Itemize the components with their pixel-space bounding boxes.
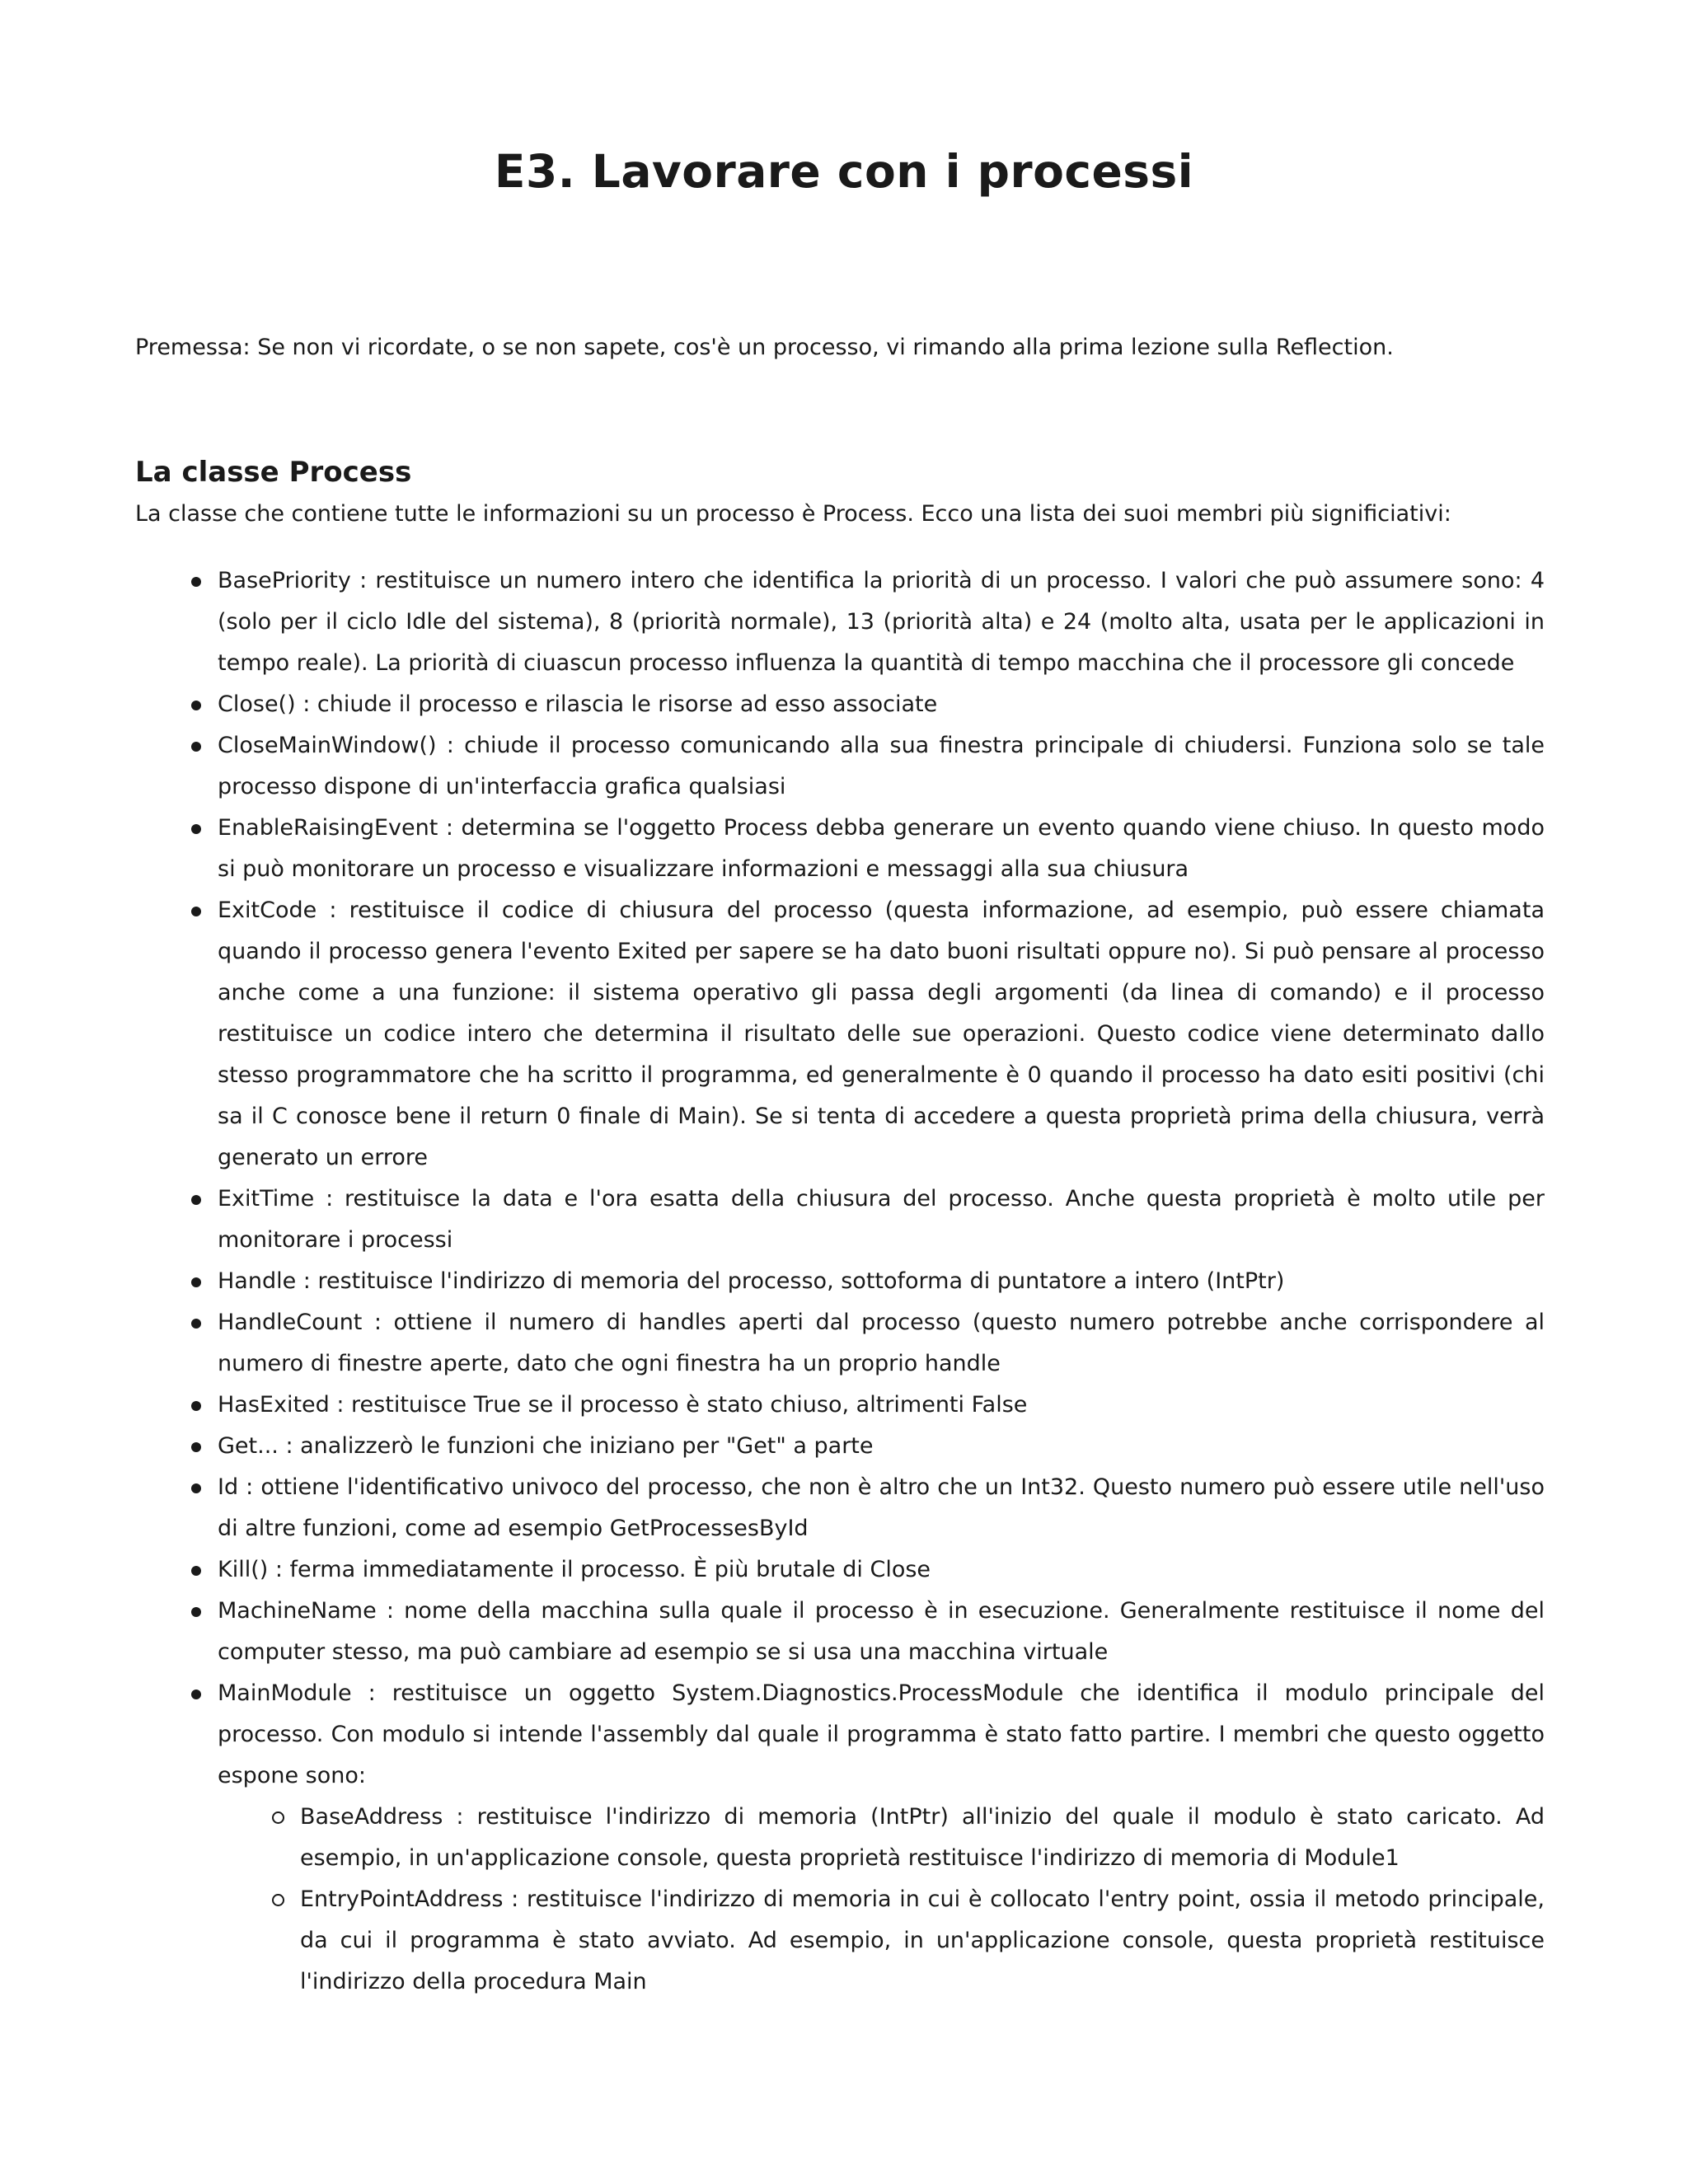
member-text: Kill() : ferma immediatamente il processo. È più brutale di Close: [218, 1557, 931, 1582]
mainmodule-sublist: [218, 1797, 1545, 2003]
member-item-basepriority: [135, 560, 1545, 684]
sub-member-item-entrypointaddress: [218, 1879, 1545, 2003]
member-text: MainModule : restituisce un oggetto System.Diagnostics.ProcessModule che identifica il modulo principale del processo. Con modulo si intende l'assembly dal quale il programma è stato fatto partire. I membri che questo oggetto espone sono:: [218, 1680, 1545, 1788]
member-item-handle: [135, 1261, 1545, 1302]
section-intro: La classe che contiene tutte le informazioni su un processo è Process. Ecco una lista dei suoi membri più significiativi:: [135, 501, 1451, 527]
section-heading: La classe Process: [135, 456, 412, 489]
sub-member-item-baseaddress: [218, 1797, 1545, 1879]
member-text: ExitTime : restituisce la data e l'ora esatta della chiusura del processo. Anche questa proprietà è molto utile per monitorare i processi: [218, 1186, 1545, 1253]
member-item-exittime: [135, 1179, 1545, 1261]
member-item-enableraisingevent: [135, 808, 1545, 890]
sub-member-text: BaseAddress : restituisce l'indirizzo di memoria (IntPtr) all'inizio del quale il modulo è stato caricato. Ad esempio, in un'applicazione console, questa proprietà restituisce l'indirizzo di memoria di Module1: [300, 1804, 1545, 1871]
member-text: Close() : chiude il processo e rilascia le risorse ad esso associate: [218, 691, 938, 717]
member-text: Id : ottiene l'identificativo univoco del processo, che non è altro che un Int32. Questo numero può essere utile nell'uso di altre funzioni, come ad esempio GetProcessesById: [218, 1474, 1545, 1541]
member-item-kill: [135, 1549, 1545, 1591]
member-item-hasexited: [135, 1385, 1545, 1426]
members-list: [135, 560, 1545, 2003]
sub-member-text: EntryPointAddress : restituisce l'indirizzo di memoria in cui è collocato l'entry point, ossia il metodo principale, da cui il programma è stato avviato. Ad esempio, in un'applicazione console, questa proprietà restituisce l'indirizzo della procedura Main: [300, 1886, 1545, 1994]
member-item-get: [135, 1426, 1545, 1467]
member-text: HandleCount : ottiene il numero di handles aperti dal processo (questo numero potrebbe anche corrispondere al numero di finestre aperte, dato che ogni finestra ha un proprio handle: [218, 1310, 1545, 1376]
member-text: HasExited : restituisce True se il processo è stato chiuso, altrimenti False: [218, 1392, 1028, 1418]
member-text: CloseMainWindow() : chiude il processo comunicando alla sua finestra principale di chiudersi. Funziona solo se tale processo dispone di un'interfaccia grafica qualsiasi: [218, 733, 1545, 799]
premessa-paragraph: Premessa: Se non vi ricordate, o se non sapete, cos'è un processo, vi rimando alla prima lezione sulla Reflection.: [135, 335, 1394, 360]
member-item-handlecount: [135, 1302, 1545, 1385]
member-text: ExitCode : restituisce il codice di chiusura del processo (questa informazione, ad esempio, può essere chiamata quando il processo genera l'evento Exited per sapere se ha dato buoni risultati oppure no). Si può pensare al processo anche come a una funzione: il sistema operativo gli passa degli argomenti (da linea di comando) e il processo restituisce un codice intero che determina il risultato delle sue operazioni. Questo codice viene determinato dallo stesso programmatore che ha scritto il programma, ed generalmente è 0 quando il processo ha dato esiti positivi (chi sa il C conosce bene il return 0 finale di Main). Se si tenta di accedere a questa proprietà prima della chiusura, verrà generato un errore: [218, 898, 1545, 1170]
member-text: BasePriority : restituisce un numero intero che identifica la priorità di un processo. I valori che può assumere sono: 4 (solo per il ciclo Idle del sistema), 8 (priorità normale), 13 (priorità alta) e 24 (molto alta, usata per le applicazioni in tempo reale). La priorità di ciuascun processo influenza la quantità di tempo macchina che il processore gli concede: [218, 568, 1545, 676]
member-item-closemainwindow: [135, 725, 1545, 808]
member-item-exitcode: [135, 890, 1545, 1179]
member-text: MachineName : nome della macchina sulla quale il processo è in esecuzione. Generalmente restituisce il nome del computer stesso, ma può cambiare ad esempio se si usa una macchina virtuale: [218, 1598, 1545, 1665]
member-text: Handle : restituisce l'indirizzo di memoria del processo, sottoforma di puntatore a intero (IntPtr): [218, 1268, 1285, 1294]
member-item-close: [135, 684, 1545, 725]
member-text: EnableRaisingEvent : determina se l'oggetto Process debba generare un evento quando viene chiuso. In questo modo si può monitorare un processo e visualizzare informazioni e messaggi alla sua chiusura: [218, 815, 1545, 882]
member-item-mainmodule: [135, 1673, 1545, 2003]
member-item-machinename: [135, 1591, 1545, 1673]
member-text: Get... : analizzerò le funzioni che iniziano per "Get" a parte: [218, 1433, 874, 1459]
member-item-id: [135, 1467, 1545, 1549]
page-title: E3. Lavorare con i processi: [494, 145, 1194, 198]
